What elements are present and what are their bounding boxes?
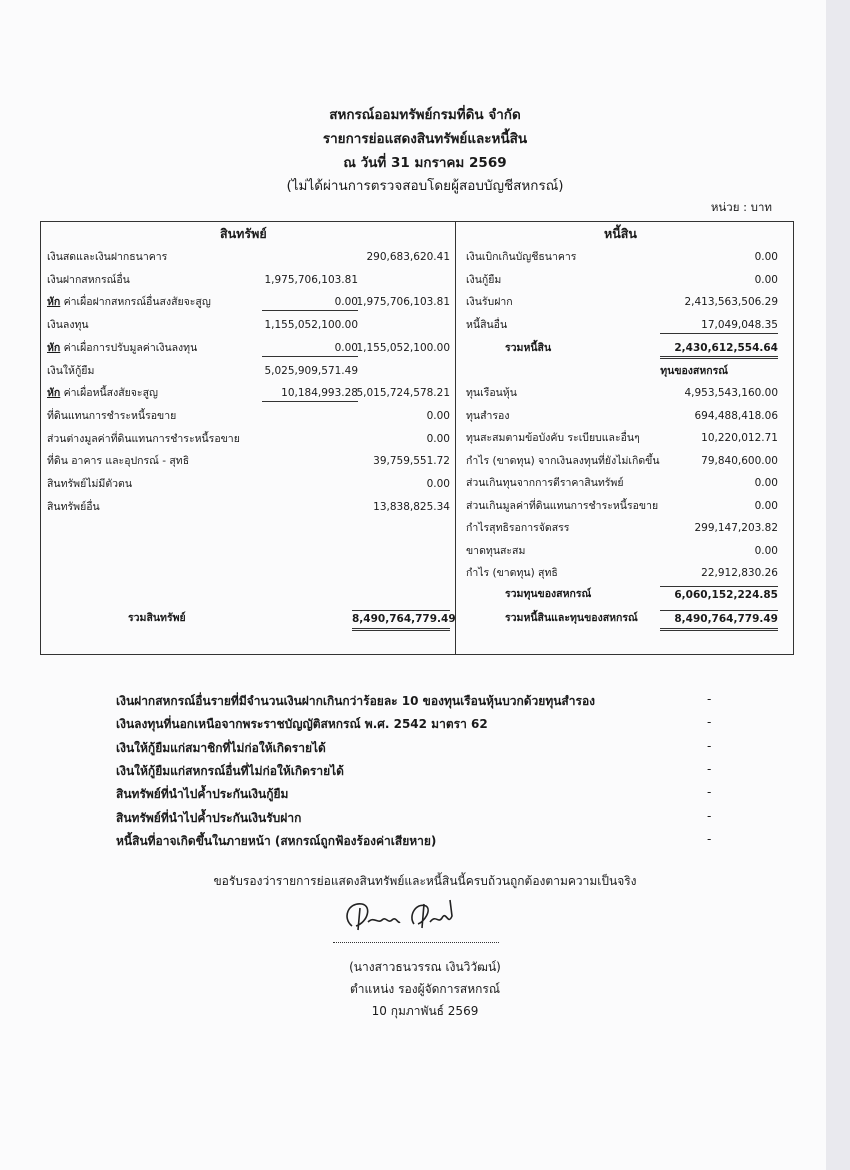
deduct-marker: หัก <box>47 387 61 399</box>
asset-label-text: ค่าเผื่อการปรับมูลค่าเงินลงทุน <box>60 342 198 354</box>
note-text: เงินลงทุนที่นอกเหนือจากพระราชบัญญัติสหกรณ์ พ.ศ. 2542 มาตรา 62 <box>116 717 488 731</box>
asset-row-label <box>47 249 167 265</box>
total-equity-label: รวมทุนของสหกรณ์ <box>505 588 592 600</box>
asset-row-subvalue: 0.00 <box>262 294 358 311</box>
assets-heading: สินทรัพย์ <box>220 226 267 241</box>
asset-row-label <box>47 294 211 310</box>
asset-row-subvalue: 5,025,909,571.49 <box>264 365 358 377</box>
asset-row-label <box>47 340 197 356</box>
equity-row-value: 10,220,012.71 <box>701 432 778 444</box>
asset-row-subvalue: 1,975,706,103.81 <box>264 274 358 286</box>
asset-row-label <box>47 499 100 515</box>
equity-row-label: กำไร (ขาดทุน) สุทธิ <box>466 567 558 579</box>
asset-row-value: 290,683,620.41 <box>366 251 450 263</box>
signer-name: (นางสาวธนวรรณ เงินวิวัฒน์) <box>349 960 501 974</box>
total-liabilities-label: รวมหนี้สิน <box>505 342 552 354</box>
asset-label-text: ส่วนต่างมูลค่าที่ดินแทนการชำระหนี้รอขาย <box>47 433 240 445</box>
deduct-marker: หัก <box>47 342 61 354</box>
note-text: สินทรัพย์ที่นำไปค้ำประกันเงินรับฝาก <box>116 811 302 825</box>
total-liabilities-value: 2,430,612,554.64 <box>660 340 778 359</box>
equity-row-value: 0.00 <box>754 545 778 557</box>
asset-row-value: 1,975,706,103.81 <box>356 296 450 308</box>
signer-position: ตำแหน่ง รองผู้จัดการสหกรณ์ <box>350 982 500 996</box>
cooperative-name: สหกรณ์ออมทรัพย์กรมที่ดิน จำกัด <box>329 107 521 123</box>
note-text: เงินให้กู้ยืมแก่สหกรณ์อื่นที่ไม่ก่อให้เกิดรายได้ <box>116 764 344 778</box>
liability-row-value: 2,413,563,506.29 <box>684 296 778 308</box>
note-text: หนี้สินที่อาจเกิดขึ้นในภายหน้า (สหกรณ์ถูกฟ้องร้องค่าเสียหาย) <box>116 834 437 848</box>
total-equity-value: 6,060,152,224.85 <box>660 586 778 603</box>
equity-row-label: ทุนสำรอง <box>466 410 510 422</box>
report-title: รายการย่อแสดงสินทรัพย์และหนี้สิน <box>322 131 528 147</box>
asset-row-value: 0.00 <box>426 478 450 490</box>
liabilities-heading: หนี้สิน <box>604 226 637 241</box>
liability-row-value: 17,049,048.35 <box>660 317 778 334</box>
asset-label-text: เงินสดและเงินฝากธนาคาร <box>47 251 168 263</box>
grand-total-value: 8,490,764,779.49 <box>660 610 778 631</box>
note-value: - <box>707 715 712 729</box>
asset-row-label <box>47 272 130 288</box>
note-value: - <box>707 739 712 753</box>
signed-date: 10 กุมภาพันธ์ 2569 <box>371 1004 479 1018</box>
equity-row-value: 299,147,203.82 <box>694 522 778 534</box>
liability-row-label: เงินกู้ยืม <box>466 274 502 286</box>
liability-row-value: 0.00 <box>754 274 778 286</box>
asset-row-value: 0.00 <box>426 433 450 445</box>
total-assets-value: 8,490,764,779.49 <box>352 610 450 631</box>
equity-row-label: ขาดทุนสะสม <box>466 545 526 557</box>
note-text: เงินฝากสหกรณ์อื่นรายที่มีจำนวนเงินฝากเกินกว่าร้อยละ 10 ของทุนเรือนหุ้นบวกด้วยทุนสำรอง <box>116 694 596 708</box>
equity-row-label: กำไร (ขาดทุน) จากเงินลงทุนที่ยังไม่เกิดขึ้น <box>466 455 660 467</box>
equity-row-value: 694,488,418.06 <box>694 410 778 422</box>
asset-label-text: เงินฝากสหกรณ์อื่น <box>47 274 130 286</box>
asset-row-label <box>47 453 189 469</box>
unit-label: หน่วย : บาท <box>710 200 772 214</box>
note-text: เงินให้กู้ยืมแก่สมาชิกที่ไม่ก่อให้เกิดรายได้ <box>116 741 326 755</box>
deduct-marker: หัก <box>47 296 61 308</box>
asset-row-value: 1,155,052,100.00 <box>356 342 450 354</box>
asset-label-text: ค่าเผื่อหนี้สงสัยจะสูญ <box>60 387 158 399</box>
asset-label-text: ที่ดิน อาคาร และอุปกรณ์ - สุทธิ <box>47 455 190 467</box>
signature-line <box>333 942 499 943</box>
asset-label-text: เงินให้กู้ยืม <box>47 365 95 377</box>
equity-heading: ทุนของสหกรณ์ <box>660 365 728 377</box>
equity-row-value: 22,912,830.26 <box>701 567 778 579</box>
certification-statement: ขอรับรองว่ารายการย่อแสดงสินทรัพย์และหนี้สินนี้ครบถ้วนถูกต้องตามความเป็นจริง <box>213 874 637 888</box>
asset-row-value: 13,838,825.34 <box>373 501 450 513</box>
report-subtitle: (ไม่ได้ผ่านการตรวจสอบโดยผู้สอบบัญชีสหกรณ์) <box>286 178 564 194</box>
asset-label-text: เงินลงทุน <box>47 319 89 331</box>
liability-row-value: 0.00 <box>754 251 778 263</box>
liability-row-label: เงินรับฝาก <box>466 296 513 308</box>
asset-label-text: สินทรัพย์อื่น <box>47 501 100 513</box>
equity-row-label: ส่วนเกินมูลค่าที่ดินแทนการชำระหนี้รอขาย <box>466 500 659 512</box>
asset-row-label <box>47 476 132 492</box>
asset-row-value: 5,015,724,578.21 <box>356 387 450 399</box>
asset-row-subvalue: 0.00 <box>262 340 358 357</box>
equity-row-label: ทุนเรือนหุ้น <box>466 387 517 399</box>
asset-row-label <box>47 385 158 401</box>
asset-label-text: ที่ดินแทนการชำระหนี้รอขาย <box>47 410 177 422</box>
note-value: - <box>707 809 712 823</box>
asset-row-label <box>47 431 240 447</box>
note-value: - <box>707 692 712 706</box>
equity-row-value: 4,953,543,160.00 <box>684 387 778 399</box>
note-value: - <box>707 762 712 776</box>
asset-row-label <box>47 408 176 424</box>
asset-row-label <box>47 317 89 333</box>
equity-row-value: 0.00 <box>754 477 778 489</box>
note-text: สินทรัพย์ที่นำไปค้ำประกันเงินกู้ยืม <box>116 787 289 801</box>
equity-row-label: ส่วนเกินทุนจากการตีราคาสินทรัพย์ <box>466 477 624 489</box>
equity-row-value: 0.00 <box>754 500 778 512</box>
grand-total-label: รวมหนี้สินและทุนของสหกรณ์ <box>505 612 638 624</box>
asset-row-value: 39,759,551.72 <box>373 455 450 467</box>
asset-label-text: ค่าเผื่อฝากสหกรณ์อื่นสงสัยจะสูญ <box>60 296 211 308</box>
total-assets-label: รวมสินทรัพย์ <box>128 612 186 624</box>
equity-row-label: ทุนสะสมตามข้อบังคับ ระเบียบและอื่นๆ <box>466 432 640 444</box>
note-value: - <box>707 832 712 846</box>
asset-label-text: สินทรัพย์ไม่มีตัวตน <box>47 478 133 490</box>
signature <box>338 896 478 938</box>
asset-row-value: 0.00 <box>426 410 450 422</box>
report-date: ณ วันที่ 31 มกราคม 2569 <box>343 155 507 171</box>
equity-row-value: 79,840,600.00 <box>701 455 778 467</box>
equity-row-label: กำไรสุทธิรอการจัดสรร <box>466 522 570 534</box>
table-divider <box>455 221 456 655</box>
liability-row-label: หนี้สินอื่น <box>466 319 508 331</box>
asset-row-subvalue: 10,184,993.28 <box>262 385 358 402</box>
note-value: - <box>707 785 712 799</box>
liability-row-label: เงินเบิกเกินบัญชีธนาคาร <box>466 251 577 263</box>
asset-row-subvalue: 1,155,052,100.00 <box>264 319 358 331</box>
asset-row-label <box>47 363 94 379</box>
